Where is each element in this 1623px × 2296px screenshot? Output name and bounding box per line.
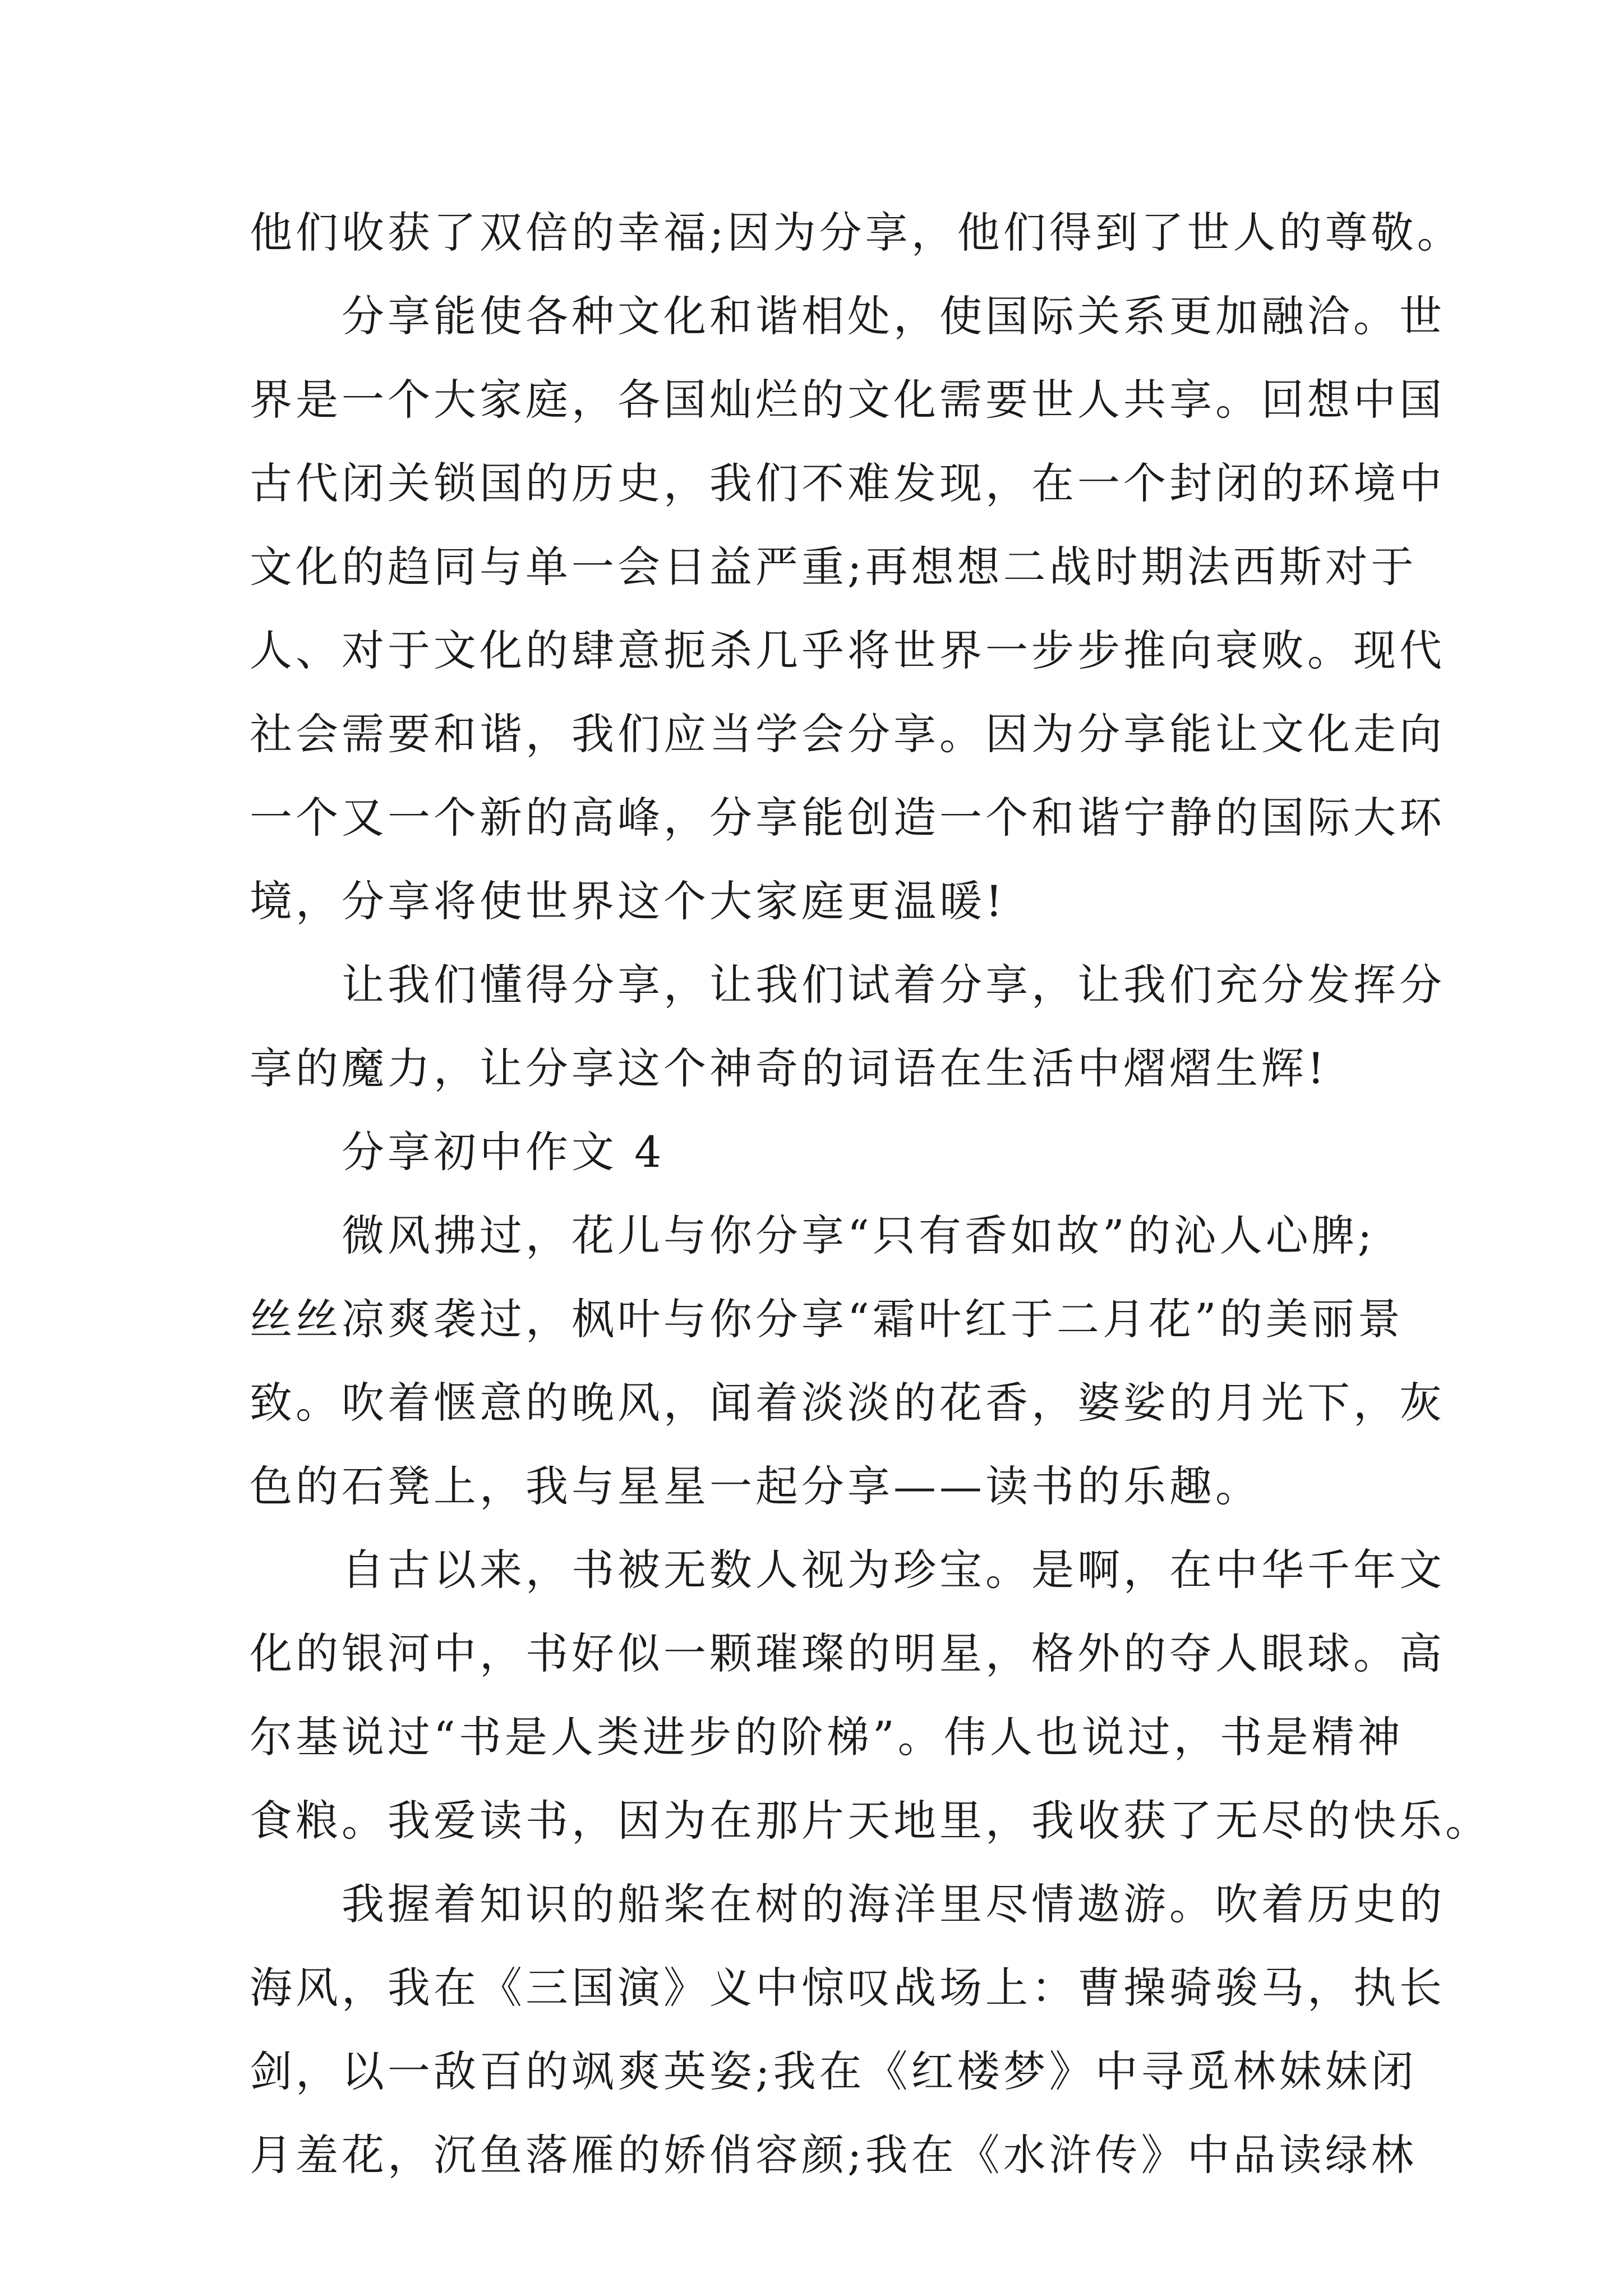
section-heading: 分享初中作文 4 — [342, 1127, 665, 1177]
text-line: 月羞花，沉鱼落雁的娇俏容颜;我在《水浒传》中品读绿林 — [250, 2130, 1417, 2180]
text-line: 微风拂过，花儿与你分享“只有香如故”的沁人心脾; — [342, 1211, 1376, 1260]
text-line: 让我们懂得分享，让我们试着分享，让我们充分发挥分 — [342, 960, 1445, 1010]
text-line: 界是一个大家庭，各国灿烂的文化需要世人共享。回想中国 — [250, 375, 1445, 425]
text-line: 社会需要和谐，我们应当学会分享。因为分享能让文化走向 — [250, 709, 1445, 759]
text-line: 古代闭关锁国的历史，我们不难发现，在一个封闭的环境中 — [250, 458, 1445, 508]
text-line: 一个又一个新的高峰，分享能创造一个和谐宁静的国际大环 — [250, 793, 1445, 843]
text-line: 色的石凳上，我与星星一起分享——读书的乐趣。 — [250, 1461, 1261, 1511]
text-line: 尔基说过“书是人类进步的阶梯”。伟人也说过，书是精神 — [250, 1712, 1404, 1762]
text-line: 丝丝凉爽袭过，枫叶与你分享“霜叶红于二月花”的美丽景 — [250, 1294, 1404, 1344]
essay-body — [250, 191, 1491, 2197]
text-line: 自古以来，书被无数人视为珍宝。是啊，在中华千年文 — [342, 1545, 1445, 1595]
text-line: 我握着知识的船桨在树的海洋里尽情遨游。吹着历史的 — [342, 1879, 1445, 1929]
text-line: 剑，以一敌百的飒爽英姿;我在《红楼梦》中寻觅林妹妹闭 — [250, 2046, 1417, 2096]
text-line: 境，分享将使世界这个大家庭更温暖! — [250, 876, 1006, 926]
text-line: 海风，我在《三国演》义中惊叹战场上：曹操骑骏马，执长 — [250, 1963, 1445, 2013]
text-line: 他们收获了双倍的幸福;因为分享，他们得到了世人的尊敬。 — [250, 208, 1463, 257]
text-line: 食粮。我爱读书，因为在那片天地里，我收获了无尽的快乐。 — [250, 1796, 1491, 1846]
text-line: 化的银河中，书好似一颗璀璨的明星，格外的夺人眼球。高 — [250, 1628, 1445, 1678]
text-line: 人、对于文化的肆意扼杀几乎将世界一步步推向衰败。现代 — [250, 625, 1445, 675]
text-line: 享的魔力，让分享这个神奇的词语在生活中熠熠生辉! — [250, 1043, 1328, 1093]
text-line: 致。吹着惬意的晚风，闻着淡淡的花香，婆娑的月光下，灰 — [250, 1378, 1445, 1428]
text-line: 分享能使各种文化和谐相处，使国际关系更加融洽。世 — [342, 291, 1445, 341]
text-line: 文化的趋同与单一会日益严重;再想想二战时期法西斯对于 — [250, 542, 1417, 592]
